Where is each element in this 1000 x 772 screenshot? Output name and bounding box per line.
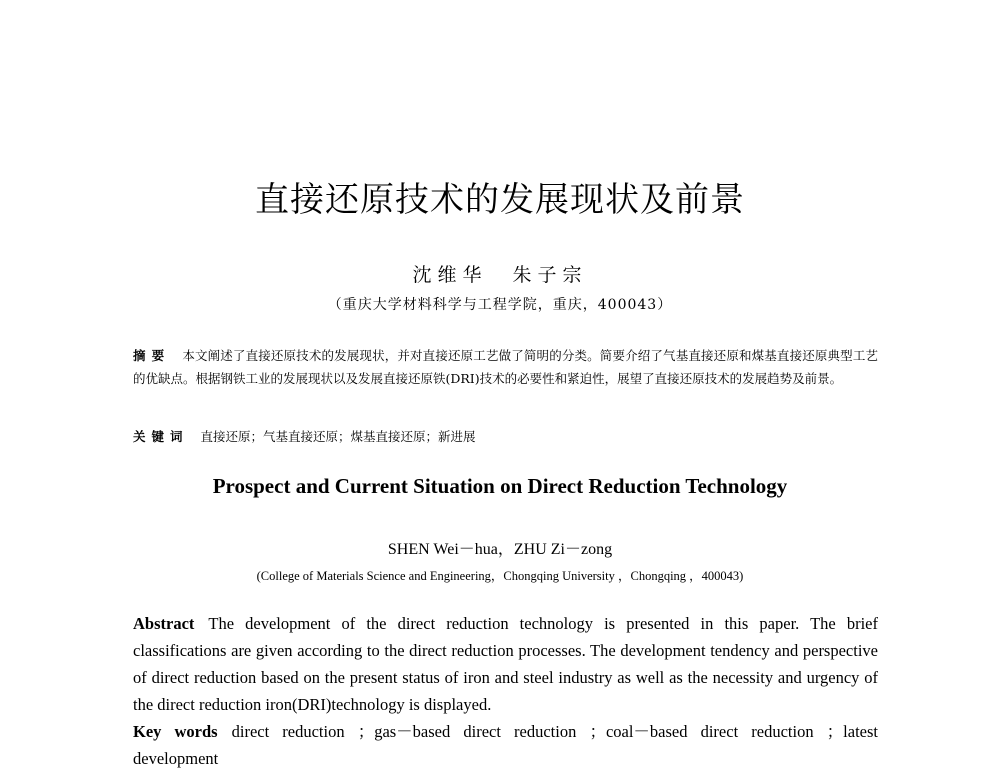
- chinese-abstract-text: 本文阐述了直接还原技术的发展现状，并对直接还原工艺做了简明的分类。简要介绍了气基直接还原和煤基直接还原典型工艺的优缺点。根据钢铁工业的发展现状以及发展直接还原铁(DRI)技术的必要性和紧迫性，展望了直接还原技术的发展趋势及前景。: [133, 348, 878, 386]
- chinese-abstract-label: 摘要: [133, 348, 171, 363]
- chinese-keywords-label: 关键词: [133, 429, 189, 444]
- english-keywords-text: direct reduction ；gas－based direct reduction ；coal－based direct reduction ；latest development: [133, 722, 878, 768]
- english-keywords-label: Key words: [133, 722, 218, 741]
- chinese-keywords-text: 直接还原；气基直接还原；煤基直接还原；新进展: [200, 429, 476, 444]
- english-affiliation: (College of Materials Science and Engineering，Chongqing University ，Chongqing ，400043): [256, 569, 744, 583]
- english-abstract-text: The development of the direct reduction technology is presented in this paper. The brief classifications are given according to the direct reduction processes. The development tendency and perspective of direct reduction based on the present status of iron and steel industry as well as the necessity and urgency of the direct reduction iron(DRI)technology is displayed.: [133, 614, 878, 714]
- chinese-abstract: [133, 344, 878, 390]
- chinese-title: 直接还原技术的发展现状及前景: [255, 180, 745, 220]
- english-authors: SHEN Wei－hua，ZHU Zi－zong: [387, 541, 613, 558]
- english-abstract-label: Abstract: [133, 614, 195, 633]
- chinese-authors: 沈维华 朱子宗: [412, 264, 588, 286]
- english-keywords: [133, 718, 878, 772]
- chinese-keywords: [133, 425, 878, 448]
- english-abstract: [133, 610, 878, 718]
- chinese-affiliation: （重庆大学材料科学与工程学院，重庆，400043）: [327, 297, 673, 313]
- english-title: Prospect and Current Situation on Direct Reduction Technology: [212, 474, 788, 498]
